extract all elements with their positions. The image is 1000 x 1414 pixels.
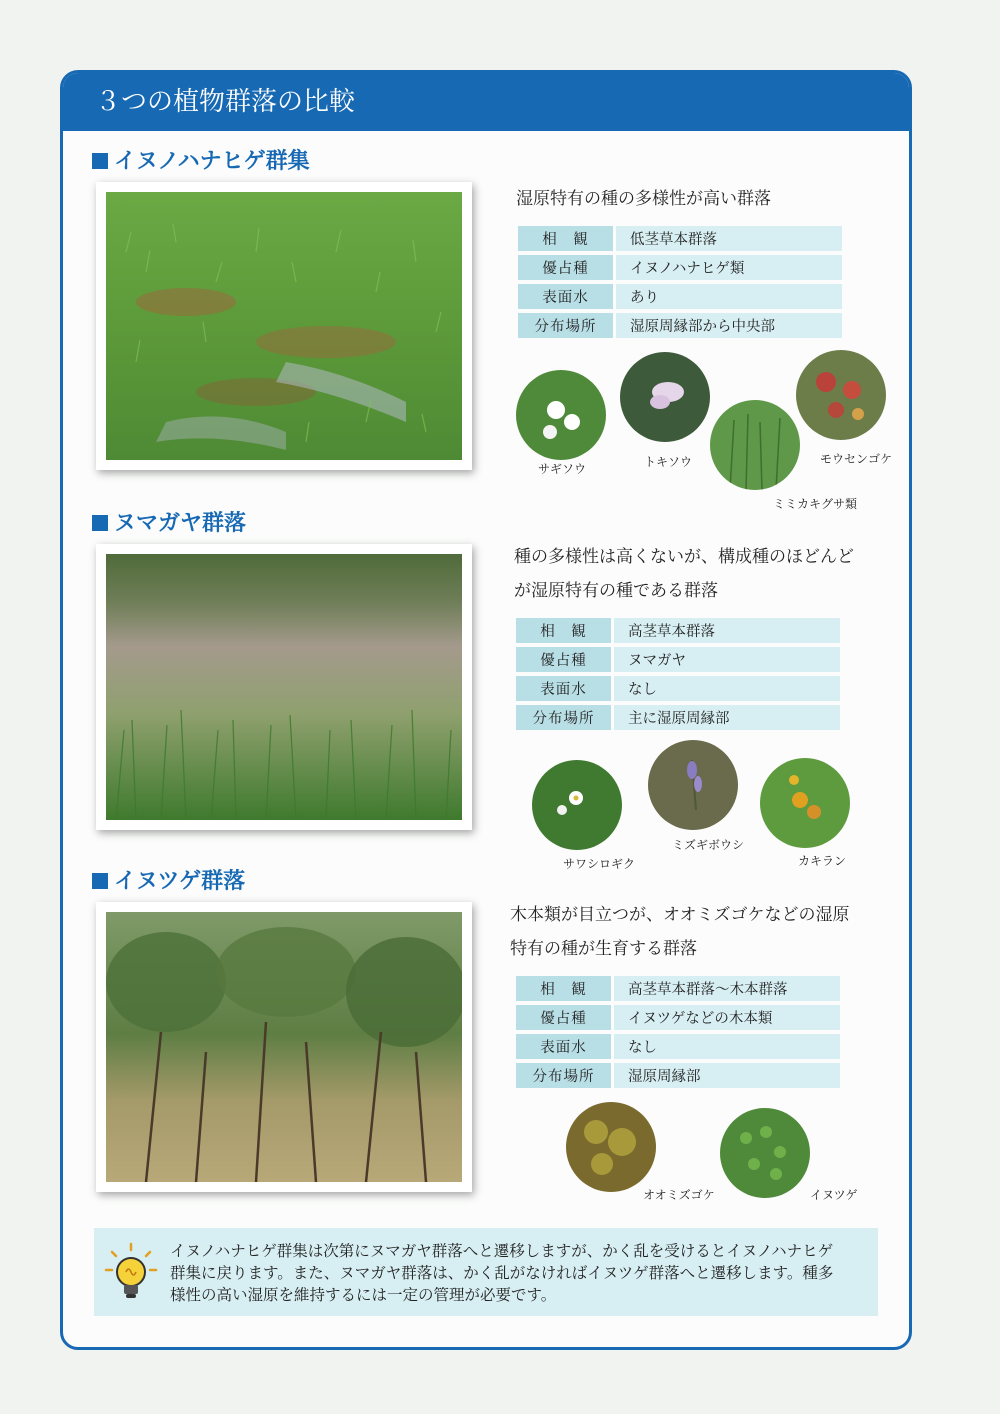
square-bullet-icon — [92, 515, 108, 531]
plant-photo-sawashirogiku — [532, 760, 622, 850]
table-row: 優占種 イヌツゲなどの木本類 — [516, 1005, 840, 1030]
plant-label: トキソウ — [644, 455, 693, 469]
table-row: 分布場所 湿原周縁部から中央部 — [518, 313, 842, 338]
table-row: 相 観 高茎草本群落 — [516, 618, 840, 643]
table-row: 相 観 低茎草本群落 — [518, 226, 842, 251]
plant-label: モウセンゴケ — [820, 452, 893, 466]
square-bullet-icon — [92, 873, 108, 889]
plant-label: サギソウ — [538, 462, 587, 476]
note-box — [94, 1228, 878, 1316]
info-table-inunohanahige — [518, 222, 842, 342]
plant-photo-sagisou — [516, 370, 606, 460]
plant-photo-kakiran — [760, 758, 850, 848]
lightbulb-icon — [104, 1242, 158, 1302]
note-text: イヌノハナヒゲ群集は次第にヌマガヤ群落へと遷移しますが、かく乱を受けるとイヌノハナヒゲ 群集に戻ります。また、ヌマガヤ群落は、かく乱がなければイヌツゲ群落へと遷移します。種多 様性の高い湿原を維持するには一定の管理が必要です。 — [170, 1242, 834, 1304]
page-title: ３つの植物群落の比較 — [95, 87, 356, 117]
description-inutsuge: 木本類が目立つが、オオミズゴケなどの湿原 特有の種が生育する群落 — [510, 905, 850, 959]
description-inunohanahige: 湿原特有の種の多様性が高い群落 — [516, 189, 771, 209]
table-row: 優占種 イヌノハナヒゲ類 — [518, 255, 842, 280]
section-title-inunohanahige: イヌノハナヒゲ群集 — [92, 144, 310, 175]
photo-inunohanahige — [96, 182, 472, 470]
plant-label: ミズギボウシ — [672, 838, 745, 852]
table-row: 分布場所 湿原周縁部 — [516, 1063, 840, 1088]
plant-photo-inutsuge — [720, 1108, 810, 1198]
plant-photo-oomizugoke — [566, 1102, 656, 1192]
plant-label: イヌツゲ — [810, 1188, 858, 1202]
photo-inutsuge — [96, 902, 472, 1192]
table-row: 相 観 高茎草本群落〜木本群落 — [516, 976, 840, 1001]
plant-photo-mimikakigusa — [710, 400, 800, 490]
table-row: 表面水 あり — [518, 284, 842, 309]
plant-photo-mizugiboushi — [648, 740, 738, 830]
description-numagaya: 種の多様性は高くないが、構成種のほどんど が湿原特有の種である群落 — [514, 547, 854, 601]
plant-label: オオミズゴケ — [643, 1188, 715, 1202]
plant-label: サワシロギク — [563, 857, 636, 871]
section-title-inutsuge: イヌツゲ群落 — [92, 864, 245, 895]
plant-photo-tokisou — [620, 352, 710, 442]
table-row: 表面水 なし — [516, 1034, 840, 1059]
info-table-numagaya — [516, 614, 840, 734]
plant-label: カキラン — [798, 854, 847, 868]
info-table-inutsuge — [516, 972, 840, 1092]
table-row: 分布場所 主に湿原周縁部 — [516, 705, 840, 730]
section-title-numagaya: ヌマガヤ群落 — [92, 506, 246, 537]
plant-photo-mousengoke — [796, 350, 886, 440]
plant-label: ミミカキグサ類 — [773, 497, 858, 511]
square-bullet-icon — [92, 153, 108, 169]
tall-grass-photo — [106, 554, 462, 820]
panel-header — [63, 73, 909, 131]
photo-numagaya — [96, 544, 472, 830]
shrub-forest-photo — [106, 912, 462, 1182]
table-row: 優占種 ヌマガヤ — [516, 647, 840, 672]
grass-meadow-photo — [106, 192, 462, 460]
table-row: 表面水 なし — [516, 676, 840, 701]
